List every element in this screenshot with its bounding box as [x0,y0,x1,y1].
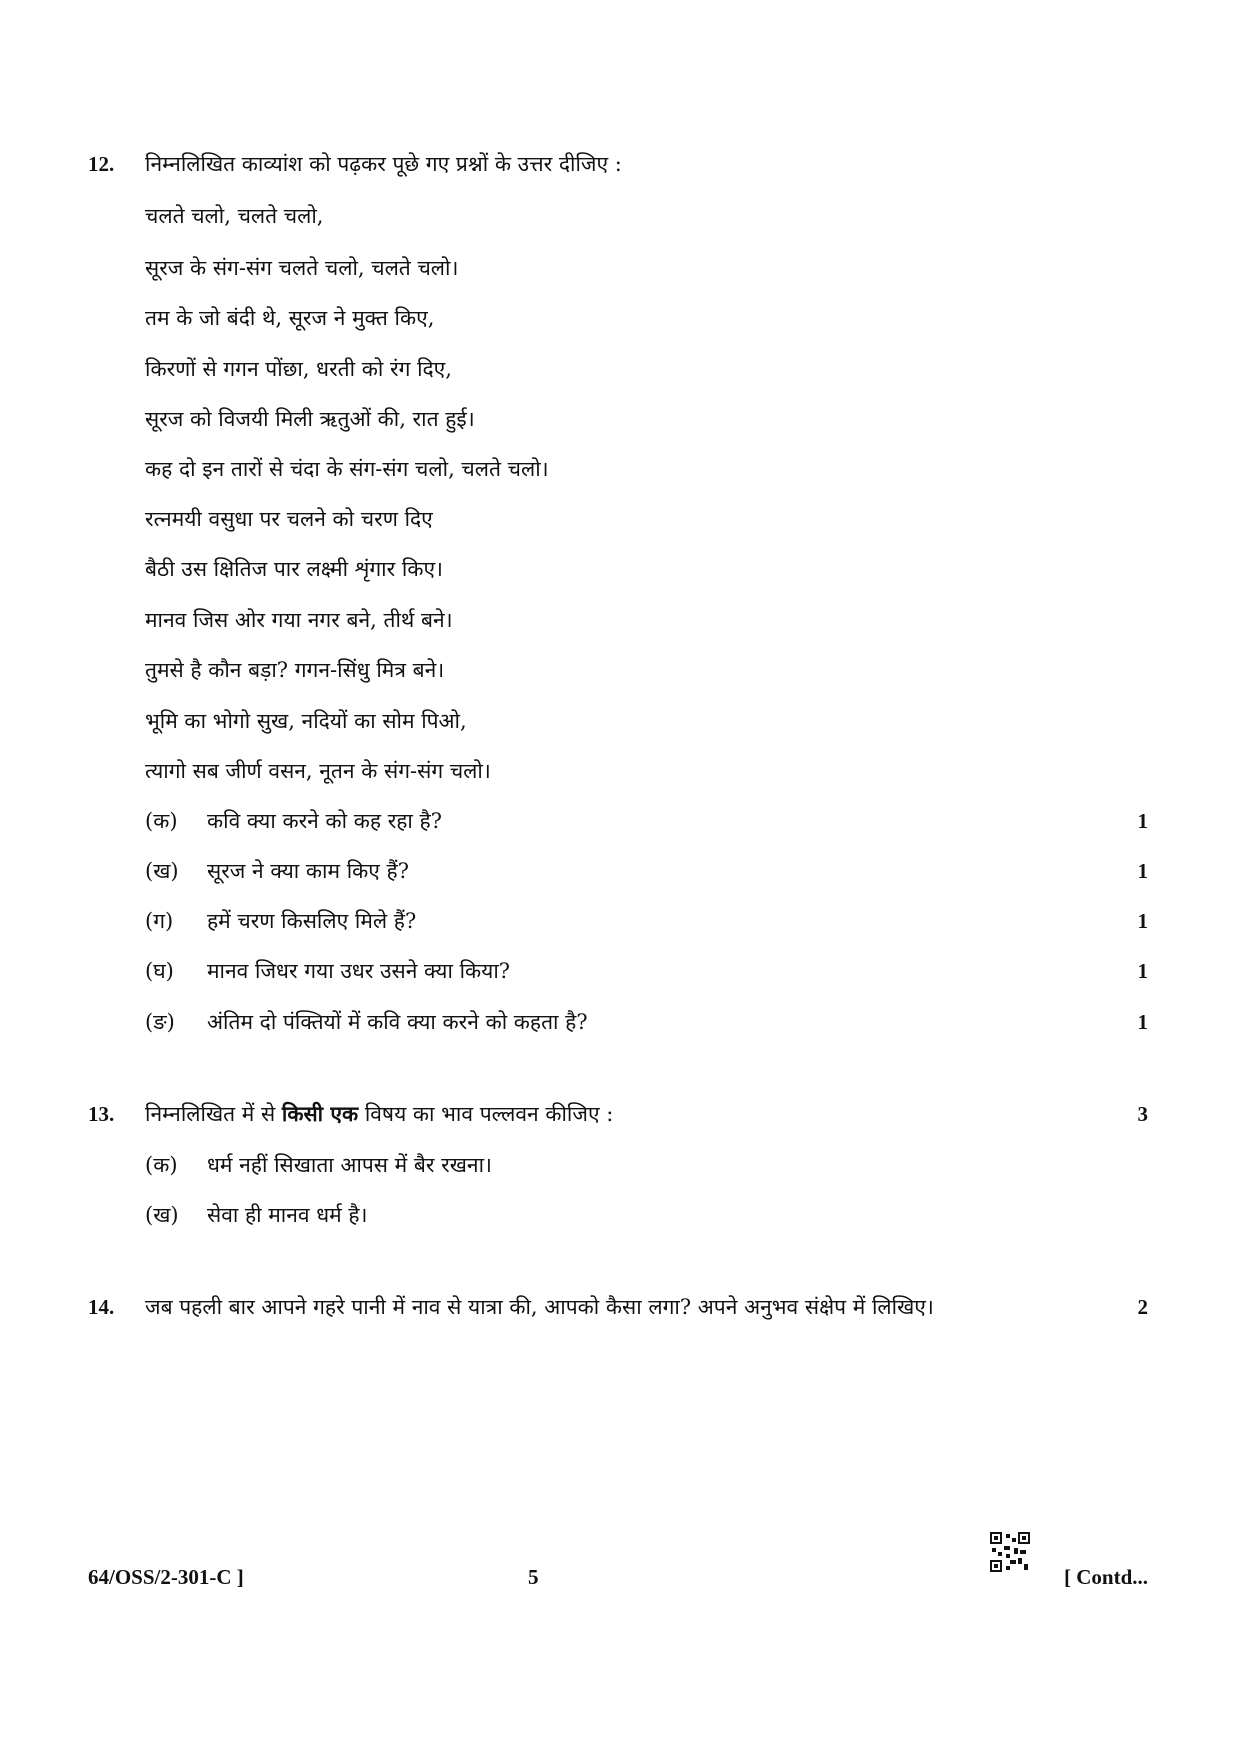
qr-code-icon [990,1532,1030,1572]
sub-question-label: (ङ) [145,1010,175,1034]
sub-question [145,857,409,885]
poem-line: तुमसे है कौन बड़ा? गगन-सिंधु मित्र बने। [145,658,445,682]
sub-question [145,807,442,835]
poem-line: बैठी उस क्षितिज पार लक्ष्मी शृंगार किए। [145,557,444,581]
sub-question-label: (क) [145,809,178,833]
sub-question [145,1008,588,1036]
marks: 1 [1137,1010,1148,1034]
question-prompt: जब पहली बार आपने गहरे पानी में नाव से यात्रा की, आपको कैसा लगा? अपने अनुभव संक्षेप में लिखिए। [145,1295,934,1319]
sub-question [145,907,416,935]
marks: 1 [1137,959,1148,983]
question-number: 12. [88,152,115,176]
poem-line: चलते चलो, चलते चलो, [145,204,324,228]
poem-line: कह दो इन तारों से चंदा के संग-संग चलो, चलते चलो। [145,457,549,481]
question-prompt: निम्नलिखित काव्यांश को पढ़कर पूछे गए प्रश्नों के उत्तर दीजिए : [145,152,622,176]
continued-marker: [ Contd... [1063,1565,1148,1589]
marks: 1 [1137,909,1148,933]
sub-question-label: (ख) [145,859,179,883]
poem-line: त्यागो सब जीर्ण वसन, नूतन के संग-संग चलो। [145,759,491,783]
sub-question-text: मानव जिधर गया उधर उसने क्या किया? [207,959,511,983]
poem-line: मानव जिस ओर गया नगर बने, तीर्थ बने। [145,608,453,632]
sub-question-label: (घ) [145,959,174,983]
question-prompt [145,1100,613,1128]
marks: 3 [1137,1102,1148,1126]
sub-question-text: अंतिम दो पंक्तियों में कवि क्या करने को कहता है? [207,1010,588,1034]
sub-question-text: सेवा ही मानव धर्म है। [207,1203,368,1227]
sub-question-text: कवि क्या करने को कह रहा है? [207,809,442,833]
sub-question-text: हमें चरण किसलिए मिले हैं? [207,909,417,933]
sub-question-text: धर्म नहीं सिखाता आपस में बैर रखना। [207,1153,492,1177]
sub-question [145,1201,368,1229]
prompt-text: विषय का भाव पल्लवन कीजिए : [358,1102,614,1126]
prompt-emphasis: किसी एक [281,1101,359,1126]
sub-question-label: (क) [145,1153,178,1177]
poem-line: रत्नमयी वसुधा पर चलने को चरण दिए [145,507,433,531]
marks: 1 [1137,859,1148,883]
poem-line: सूरज के संग-संग चलते चलो, चलते चलो। [145,256,459,280]
sub-question-text: सूरज ने क्या काम किए हैं? [207,859,409,883]
marks: 1 [1137,809,1148,833]
question-number: 14. [88,1295,115,1319]
poem-line: सूरज को विजयी मिली ऋतुओं की, रात हुई। [145,407,475,431]
prompt-text: निम्नलिखित में से [145,1102,282,1126]
sub-question-label: (ख) [145,1203,179,1227]
sub-question [145,957,510,985]
question-number: 13. [88,1102,115,1126]
poem-line: भूमि का भोगो सुख, नदियों का सोम पिओ, [145,709,467,733]
marks: 2 [1137,1295,1148,1319]
page-number: 5 [528,1565,539,1589]
poem-line: किरणों से गगन पोंछा, धरती को रंग दिए, [145,357,452,381]
sub-question [145,1151,492,1179]
paper-code: 64/OSS/2-301-C ] [88,1565,244,1589]
poem-line: तम के जो बंदी थे, सूरज ने मुक्त किए, [145,306,435,330]
sub-question-label: (ग) [145,909,174,933]
